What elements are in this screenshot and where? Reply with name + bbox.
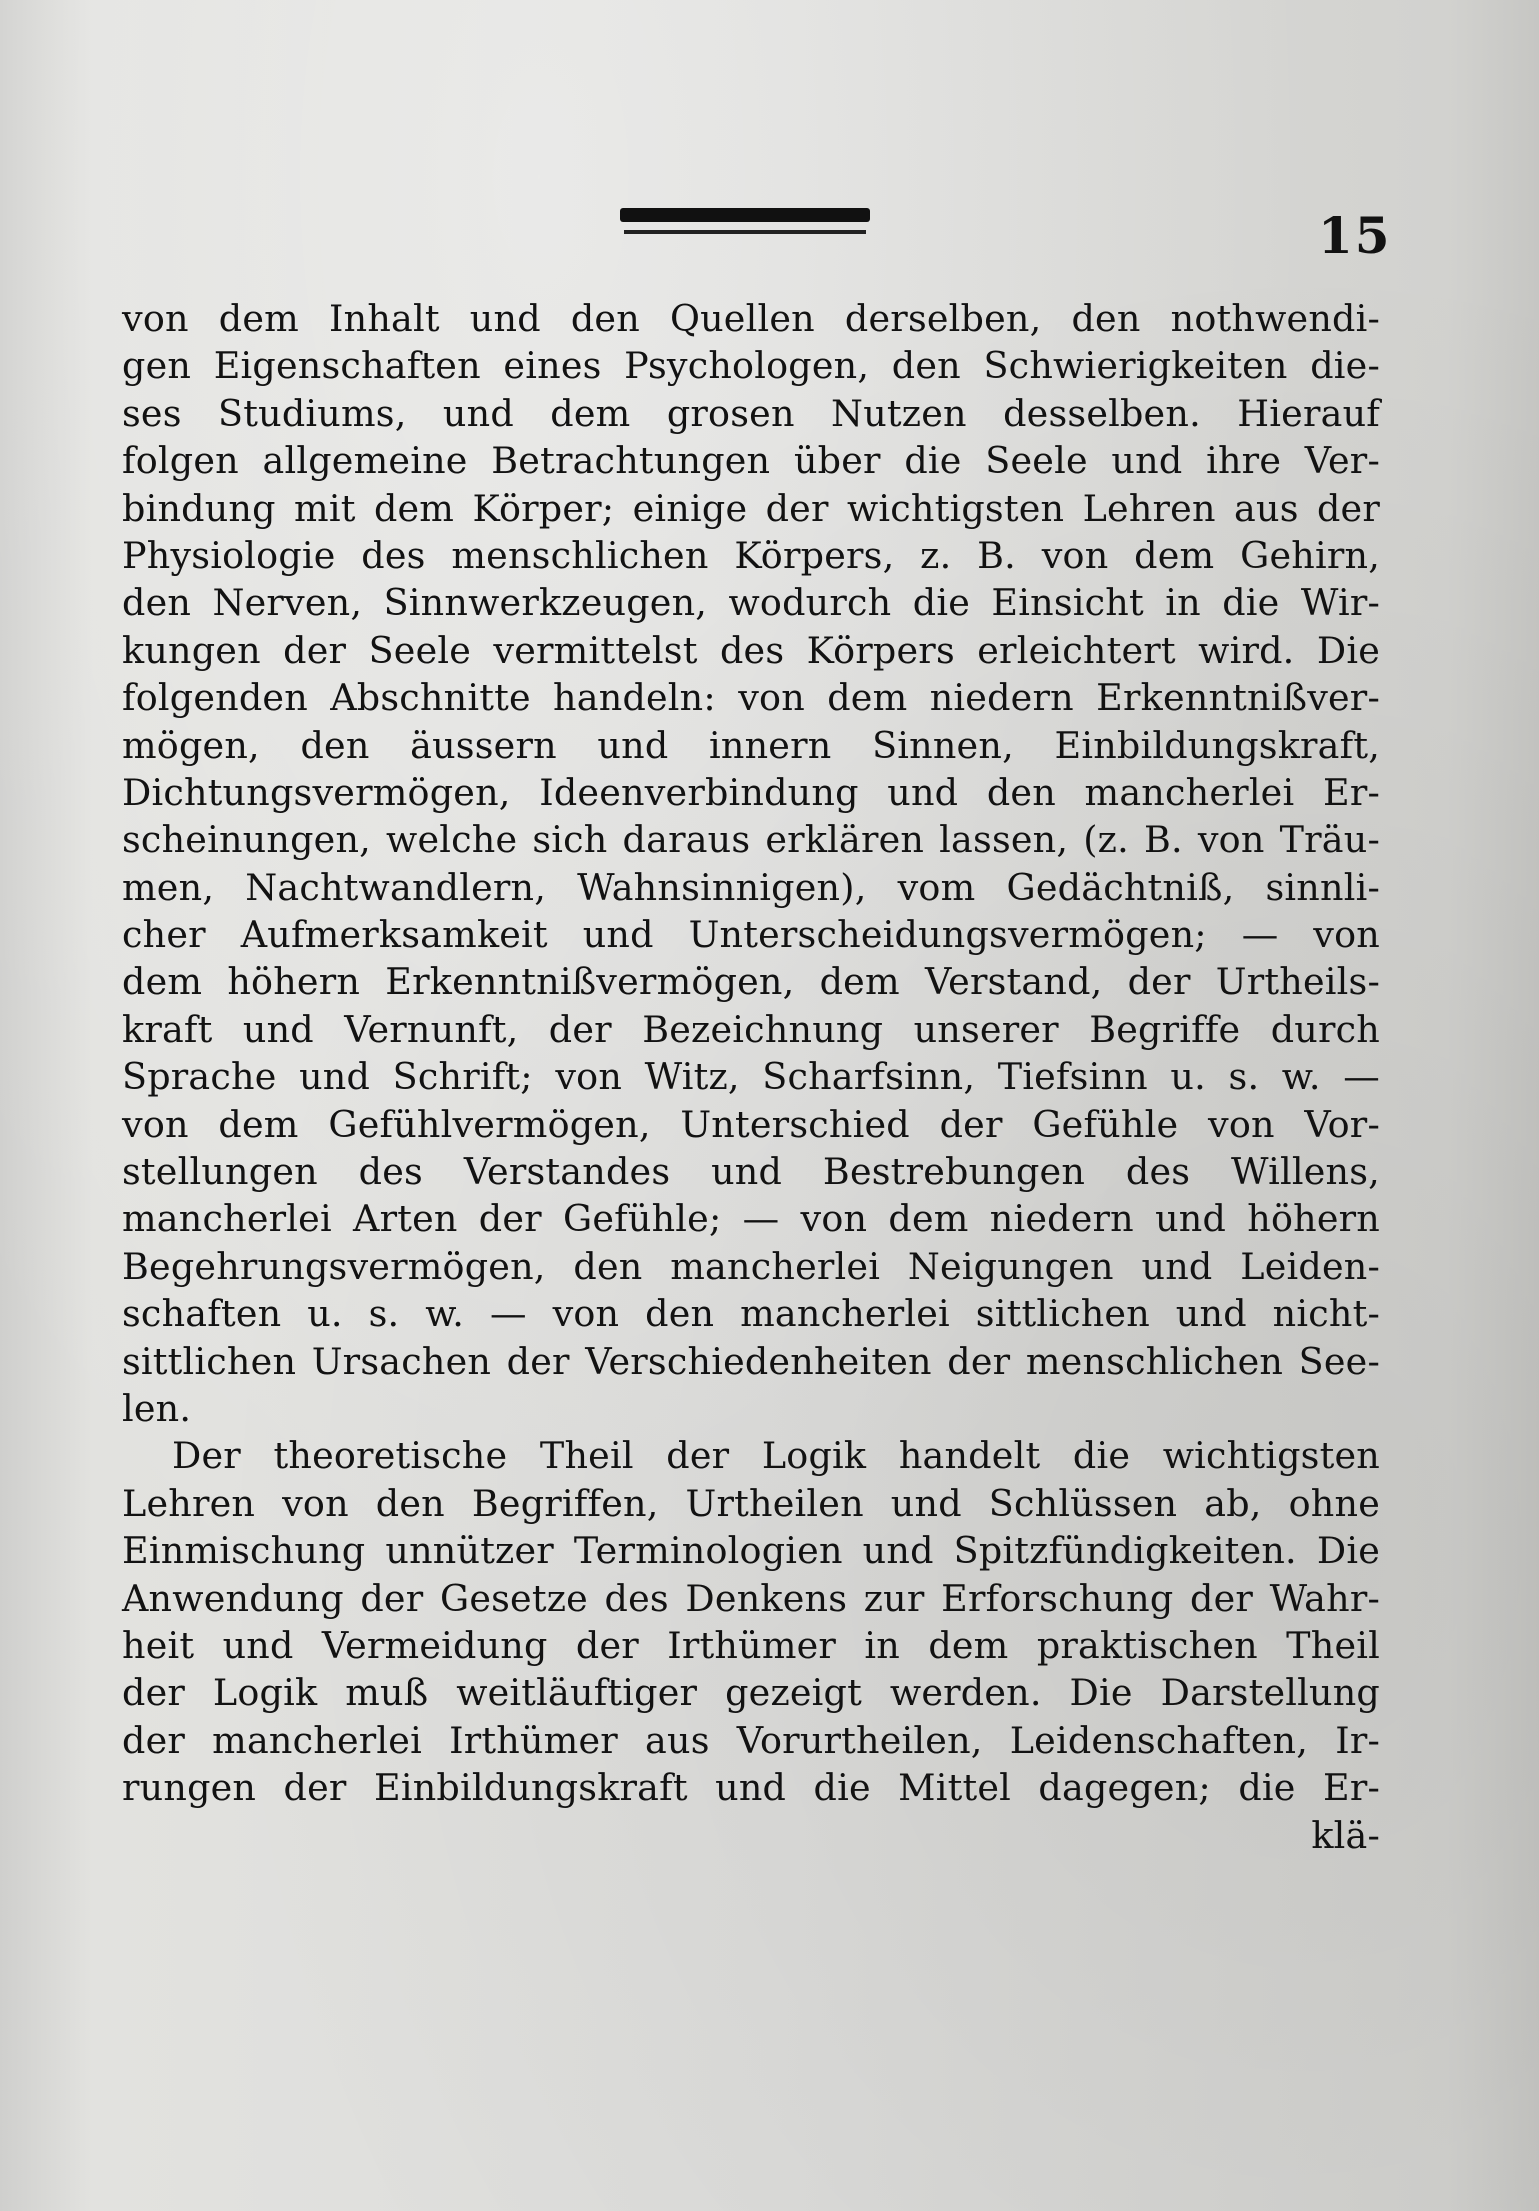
text-line: mögen, den äussern und innern Sinnen, Einbildungskraft,	[122, 723, 1380, 767]
paragraph-start-line: Der theoretische Theil der Logik handelt die wichtigsten	[172, 1434, 1380, 1478]
text-line: den Nerven, Sinnwerkzeugen, wodurch die Einsicht in die Wir-	[122, 581, 1380, 625]
text-line: mancherlei Arten der Gefühle; — von dem niedern und höhern	[122, 1197, 1380, 1241]
text-line: von dem Gefühlvermögen, Unterschied der Gefühle von Vor-	[122, 1102, 1380, 1146]
text-line: ses Studiums, und dem grosen Nutzen desselben. Hierauf	[122, 391, 1380, 435]
text-line: gen Eigenschaften eines Psychologen, den Schwierigkeiten die-	[122, 344, 1380, 388]
text-line: der Logik muß weitläuftiger gezeigt werden. Die Darstellung	[122, 1671, 1380, 1715]
text-line: stellungen des Verstandes und Bestrebungen des Willens,	[122, 1150, 1380, 1194]
text-line: scheinungen, welche sich daraus erklären lassen, (z. B. von Träu-	[122, 818, 1380, 862]
body-text	[122, 295, 1380, 1859]
text-line: heit und Vermeidung der Irthümer in dem praktischen Theil	[122, 1623, 1380, 1667]
page-number: 15	[1318, 206, 1392, 265]
header-ornament-rule	[620, 208, 870, 238]
catchword: klä-	[1311, 1813, 1380, 1857]
text-line: der mancherlei Irthümer aus Vorurtheilen, Leidenschaften, Ir-	[122, 1718, 1380, 1762]
text-line: folgenden Abschnitte handeln: von dem niedern Erkenntnißver-	[122, 676, 1380, 720]
text-line: kraft und Vernunft, der Bezeichnung unserer Begriffe durch	[122, 1007, 1380, 1051]
paragraph-end-line: len.	[122, 1386, 192, 1430]
text-line: cher Aufmerksamkeit und Unterscheidungsvermögen; — von	[122, 913, 1380, 957]
header-rule-thick	[620, 208, 870, 222]
header-rule-thin	[624, 230, 866, 234]
text-line: kungen der Seele vermittelst des Körpers erleichtert wird. Die	[122, 628, 1380, 672]
text-line: Lehren von den Begriffen, Urtheilen und Schlüssen ab, ohne	[122, 1481, 1380, 1525]
text-line: men, Nachtwandlern, Wahnsinnigen), vom Gedächtniß, sinnli-	[122, 865, 1380, 909]
text-line: von dem Inhalt und den Quellen derselben, den nothwendi-	[122, 297, 1380, 340]
text-line: sittlichen Ursachen der Verschiedenheiten der menschlichen See-	[122, 1339, 1380, 1383]
text-line: schaften u. s. w. — von den mancherlei sittlichen und nicht-	[122, 1292, 1380, 1336]
text-line: rungen der Einbildungskraft und die Mittel dagegen; die Er-	[122, 1766, 1380, 1810]
text-line: Physiologie des menschlichen Körpers, z. B. von dem Gehirn,	[122, 533, 1380, 577]
text-line: Sprache und Schrift; von Witz, Scharfsinn, Tiefsinn u. s. w. —	[122, 1055, 1380, 1099]
text-line: Anwendung der Gesetze des Denkens zur Erforschung der Wahr-	[122, 1576, 1380, 1620]
text-line: Begehrungsvermögen, den mancherlei Neigungen und Leiden-	[122, 1244, 1380, 1288]
text-line: bindung mit dem Körper; einige der wichtigsten Lehren aus der	[122, 486, 1380, 530]
text-line: folgen allgemeine Betrachtungen über die Seele und ihre Ver-	[122, 439, 1380, 483]
text-line: Einmischung unnützer Terminologien und Spitzfündigkeiten. Die	[122, 1529, 1380, 1573]
text-line: Dichtungsvermögen, Ideenverbindung und den mancherlei Er-	[122, 770, 1380, 814]
text-line: dem höhern Erkenntnißvermögen, dem Verstand, der Urtheils-	[122, 960, 1380, 1004]
